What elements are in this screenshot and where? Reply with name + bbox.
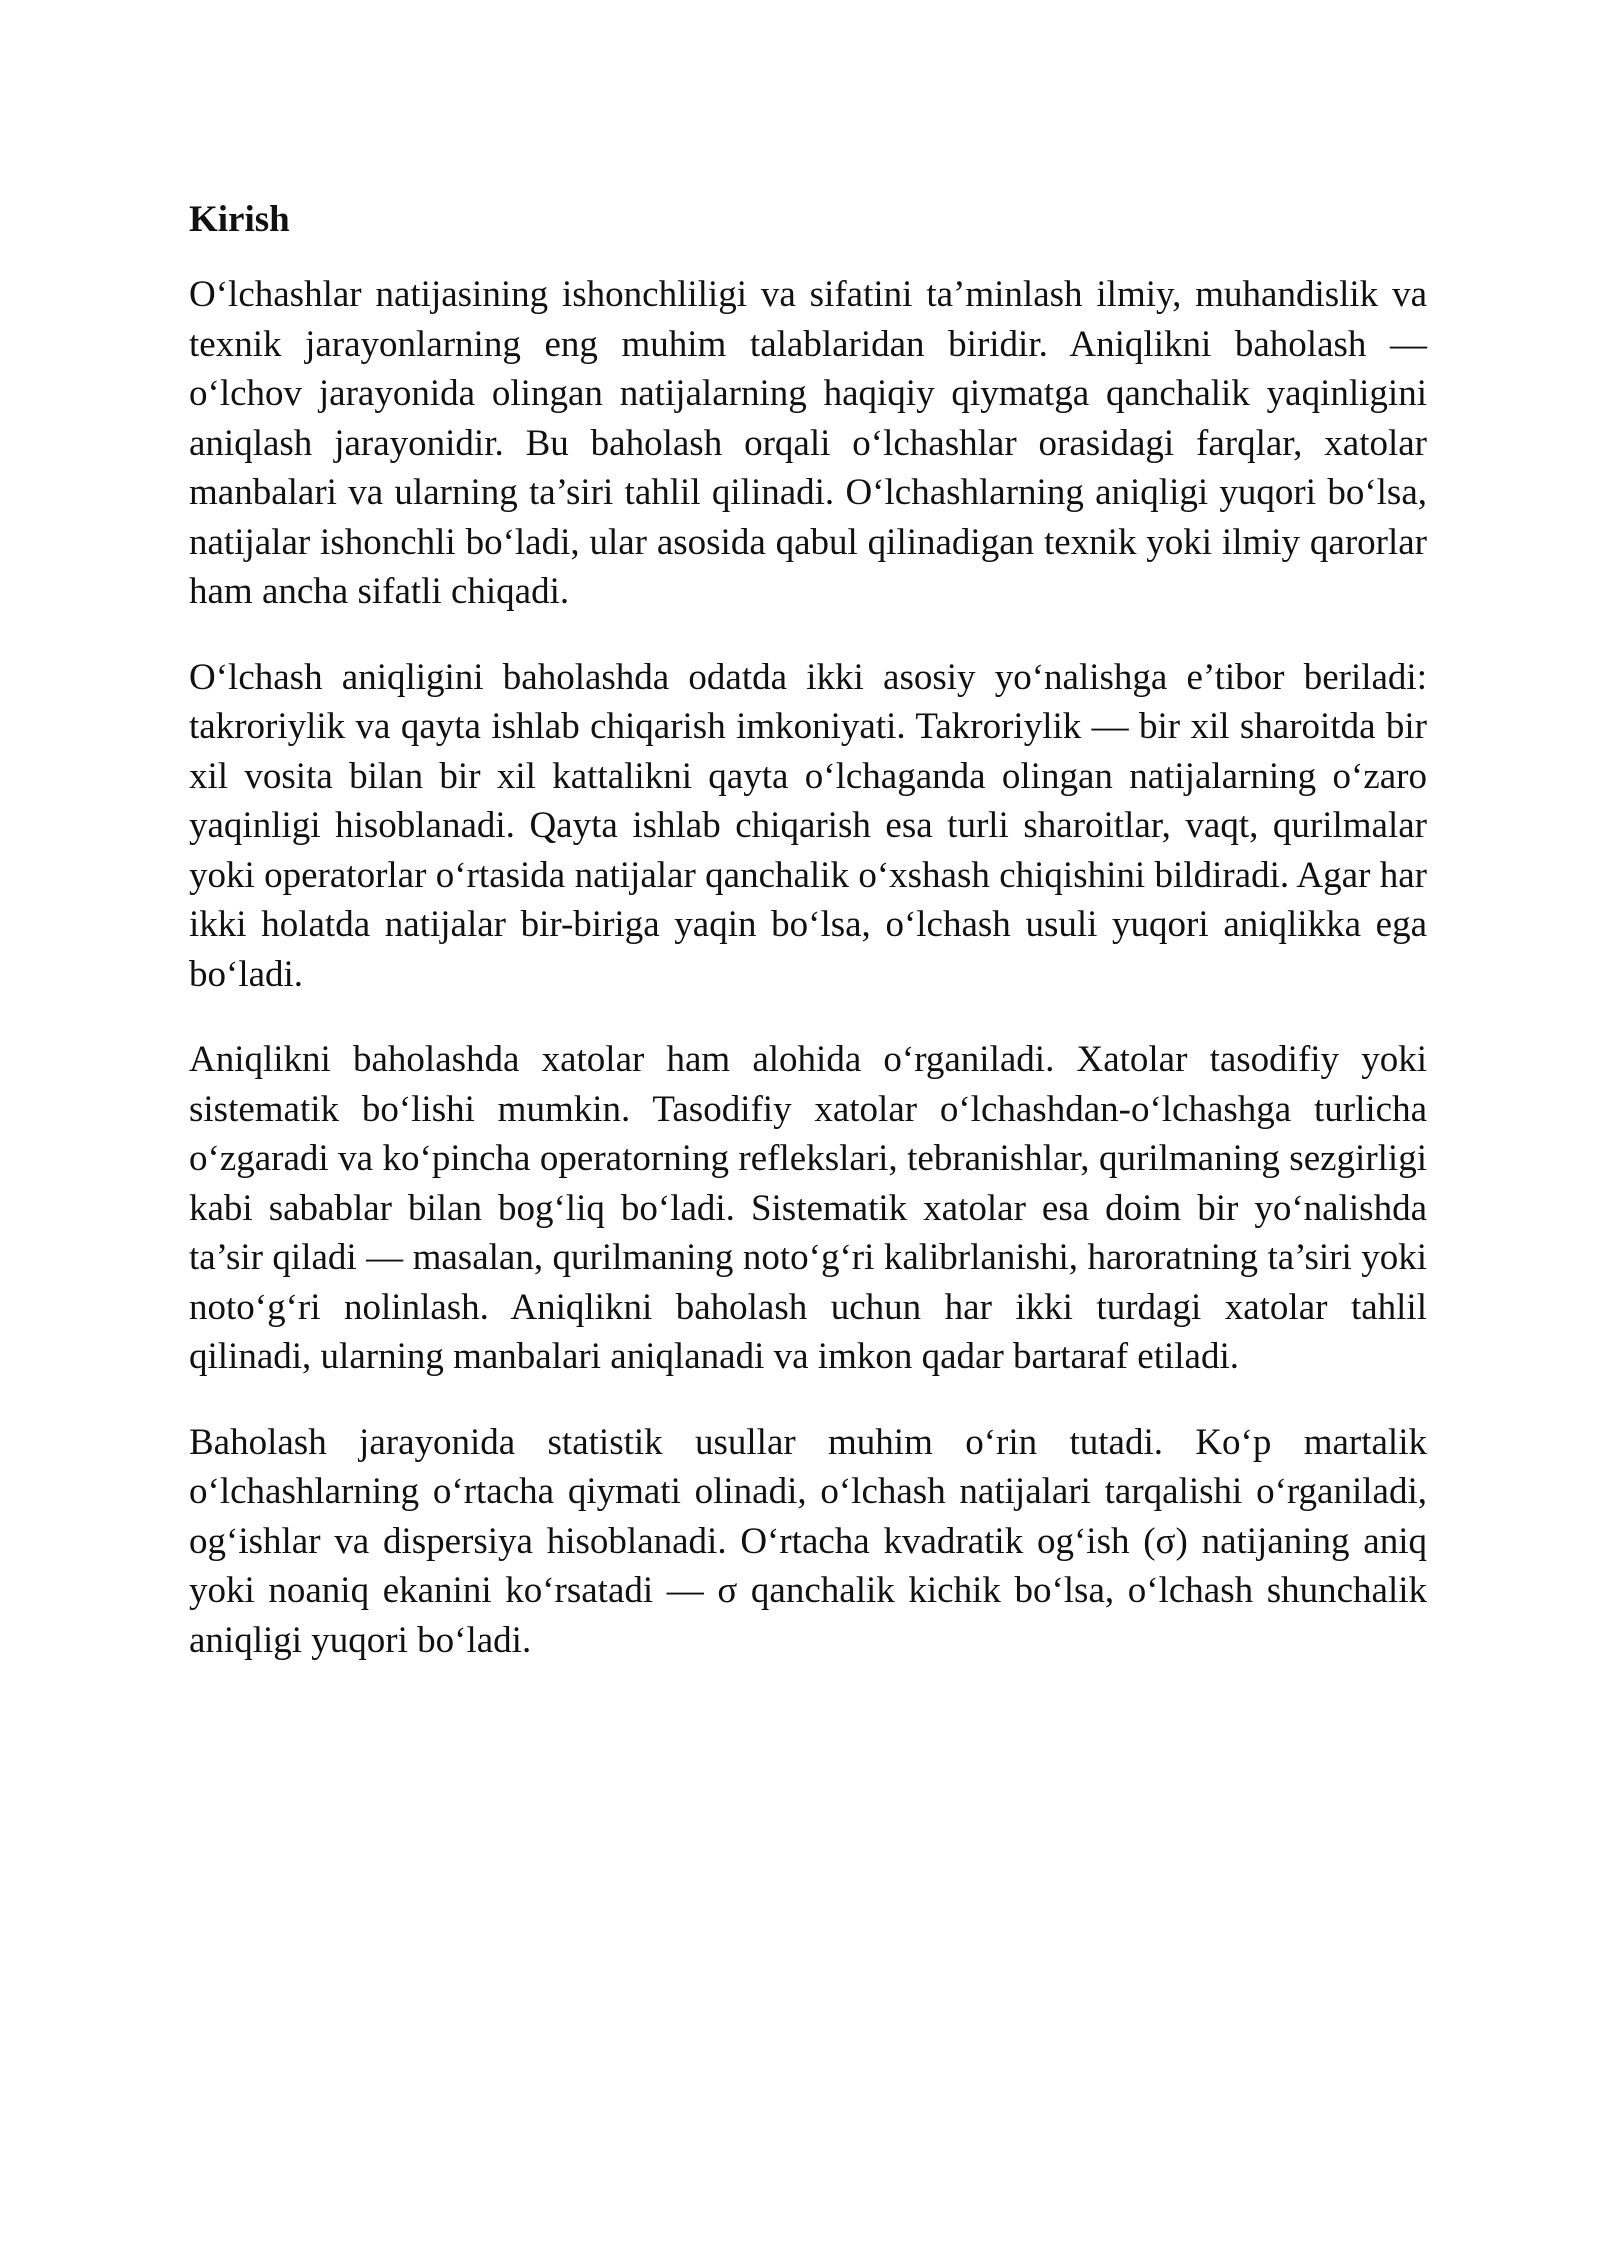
paragraph-1: O‘lchashlar natijasining ishonchliligi va sifatini ta’minlash ilmiy, muhandislik va texnik jarayonlarning eng muhim talablaridan biridir. Aniqlikni baholash — o‘lchov jarayonida olingan natijalarning haqiqiy qiymatga qanchalik yaqinligini aniqlash jarayonidir. Bu baholash orqali o‘lchashlar orasidagi farqlar, xatolar manbalari va ularning ta’siri tahlil qilinadi. O‘lchashlarning aniqligi yuqori bo‘lsa, natijalar ishonchli bo‘ladi, ular asosida qabul qilinadigan texnik yoki ilmiy qarorlar ham ancha sifatli chiqadi. xyxy=(189,274,1427,612)
paragraph-2: O‘lchash aniqligini baholashda odatda ikki asosiy yo‘nalishga e’tibor beriladi: takroriylik va qayta ishlab chiqarish imkoniyati. Takroriylik — bir xil sharoitda bir xil vosita bilan bir xil kattalikni qayta o‘lchaganda olingan natijalarning o‘zaro yaqinligi hisoblanadi. Qayta ishlab chiqarish esa turli sharoitlar, vaqt, qurilmalar yoki operatorlar o‘rtasida natijalar qanchalik o‘xshash chiqishini bildiradi. Agar har ikki holatda natijalar bir-biriga yaqin bo‘lsa, o‘lchash usuli yuqori aniqlikka ega bo‘ladi. xyxy=(189,656,1427,995)
paragraph-3: Aniqlikni baholashda xatolar ham alohida o‘rganiladi. Xatolar tasodifiy yoki sistematik bo‘lishi mumkin. Tasodifiy xatolar o‘lchashdan-o‘lchashga turlicha o‘zgaradi va ko‘pincha operatorning reflekslari, tebranishlar, qurilmaning sezgirligi kabi sabablar bilan bog‘liq bo‘ladi. Sistematik xatolar esa doim bir yo‘nalishda ta’sir qiladi — masalan, qurilmaning noto‘g‘ri kalibrlanishi, haroratning ta’siri yoki noto‘g‘ri nolinlash. Aniqlikni baholash uchun har ikki turdagi xatolar tahlil qilinadi, ularning manbalari aniqlanadi va imkon qadar bartaraf etiladi. xyxy=(189,1039,1427,1377)
paragraph-4: Baholash jarayonida statistik usullar muhim o‘rin tutadi. Ko‘p martalik o‘lchashlarning o‘rtacha qiymati olinadi, o‘lchash natijalari tarqalishi o‘rganiladi, og‘ishlar va dispersiya hisoblanadi. O‘rtacha kvadratik og‘ish (σ) natijaning aniq yoki noaniq ekanini ko‘rsatadi — σ qanchalik kichik bo‘lsa, o‘lchash shunchalik aniqligi yuqori bo‘ladi. xyxy=(189,1421,1427,1661)
document-page xyxy=(189,190,1427,1701)
section-heading: Kirish xyxy=(189,199,290,240)
